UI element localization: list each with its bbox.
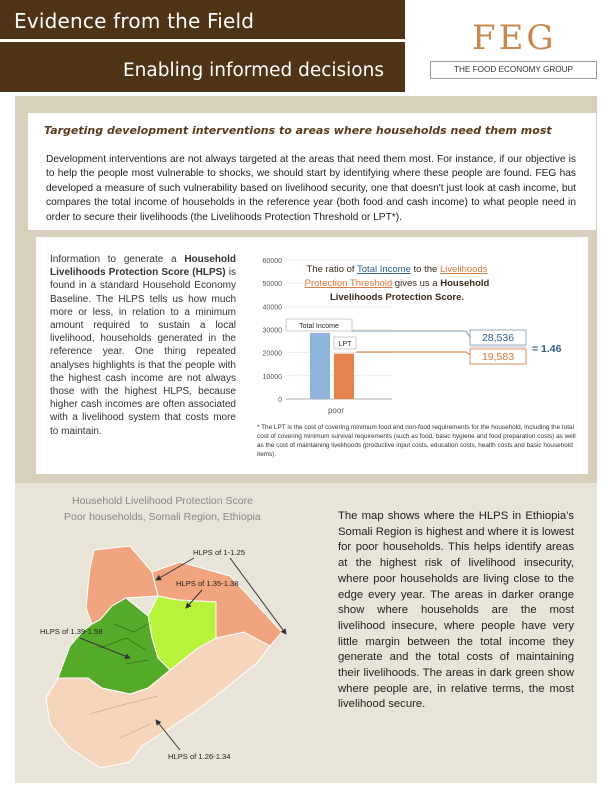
income-connector (352, 331, 472, 340)
map-label-4: HLPS of 1.26-1.34 (168, 752, 231, 761)
caption-t2: Total Income (357, 264, 411, 275)
hlps-paragraph-pre: Information to generate a (50, 254, 185, 265)
y-tick-label: 20000 (262, 350, 282, 358)
bar-total-income (310, 333, 330, 399)
map-title: Household Livelihood Protection Score (72, 495, 253, 507)
hlps-paragraph-post: is found in a standard Household Economy Baseline. The HLPS tells us how much more or less, in relation to a minimum amount required to sustain a local livelihood, households generated in the reference year. One thing repeated analyses highlights is that the people with the highest cash income are not always those with the highest HLPS, because higher cash incomes are often associated with a livelihood system that costs more to maintain. (50, 267, 237, 437)
y-tick-label: 50000 (262, 281, 282, 289)
hlps-bar-chart (252, 252, 582, 422)
feg-logo-subtext: THE FOOD ECONOMY GROUP (430, 61, 597, 79)
ratio-result: = 1.46 (532, 343, 562, 355)
map-label-2: HLPS of 1.35-1.38 (176, 579, 239, 588)
hlps-paragraph (50, 253, 236, 438)
income-value-label: 28,536 (481, 332, 515, 344)
chart-caption-line1 (306, 264, 487, 275)
lpt-bar-label: LPT (338, 341, 352, 348)
map-label-3: HLPS of 1.39-1.58 (40, 627, 103, 636)
x-tick-poor: poor (327, 406, 345, 415)
header-divider (0, 39, 405, 42)
caption-t5: gives us a (392, 278, 441, 289)
bar-lpt (334, 354, 354, 399)
map-label-1: HLPS of 1-1.25 (193, 548, 245, 557)
caption-t1: The ratio of (306, 264, 358, 275)
chart-caption-line2 (305, 278, 490, 289)
y-tick-label: 60000 (262, 258, 282, 265)
header-title: Evidence from the Field (14, 9, 255, 33)
intro-paragraph: Development interventions are not always targeted at the areas that need them most. For instance, if our objective is to help the people most vulnerable to shocks, we should start by identifying where these people are found. FEG has developed a measure of such vulnerability based on livelihood security, one that doesn't just look at cash income, but compares the total income of households in the reference year (both food and cash income) to what people need in order to secure their livelihoods (the Livelihoods Protection Threshold or LPT*). (46, 154, 576, 223)
y-tick-label: 10000 (262, 373, 282, 381)
header-subtitle: Enabling informed decisions (122, 60, 384, 81)
caption-t4b: Protection Threshold (304, 278, 393, 289)
lpt-value-label: 19,583 (481, 351, 515, 363)
y-tick-label: 0 (278, 397, 282, 404)
lpt-footnote: * The LPT is the cost of covering minimum food and non-food requirements for the household, including the total cost of covering minimum survival requirements (such as food, basic hygiene and food preparation costs) as well as the cost of maintaining livelihoods (productive input costs, education costs, health costs and basic household items). (257, 424, 576, 458)
map-subtitle: Poor households, Somali Region, Ethiopia (64, 511, 261, 523)
feg-logo: FEG (472, 18, 557, 58)
y-tick-label: 30000 (262, 327, 282, 335)
y-tick-label: 40000 (262, 304, 282, 312)
hlps-paragraph-bold: Household Livelihoods Protection Score (HLPS) (50, 254, 236, 279)
section-heading: Targeting development interventions to areas where households need them most (44, 124, 552, 137)
somali-region-map (30, 528, 320, 776)
total-income-bar-label: Total Income (299, 323, 339, 330)
caption-t3: to the (410, 264, 440, 275)
caption-t6a: Household (440, 278, 490, 289)
caption-t4a: Livelihoods (439, 264, 488, 275)
chart-caption-line3: Livelihoods Protection Score. (329, 292, 465, 303)
map-description: The map shows where the HLPS in Ethiopia's Somali Region is highest and where it is lowest for poor households. This helps identify areas at the highest risk of livelihood insecurity, where poor households are living close to the edge every year. The areas in darker orange show where households are the most livelihood insecure, where people have very little margin between the total income they generate and the total costs of maintaining their livelihoods. The areas in dark green show where people are, in relative terms, the most livelihood secure. (338, 510, 574, 711)
